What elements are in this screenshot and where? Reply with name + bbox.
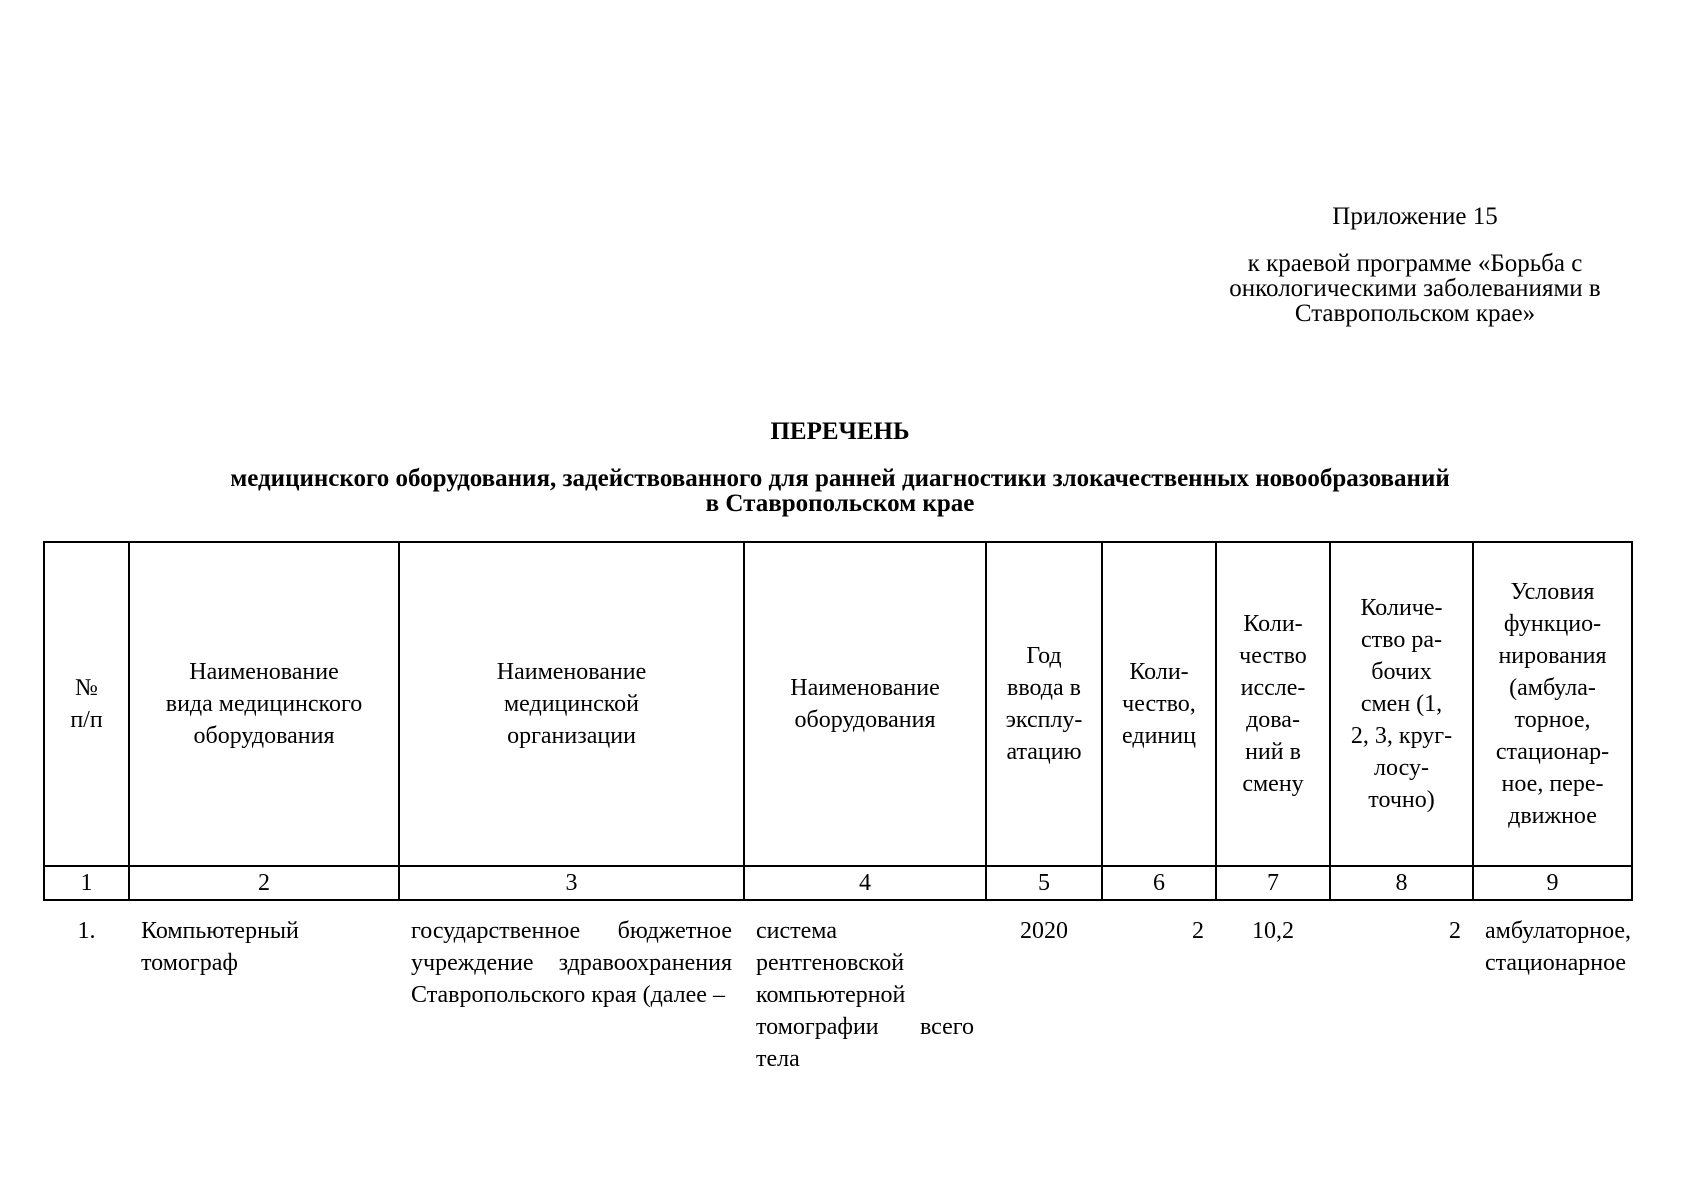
row-conditions: амбулаторное, стационарное (1485, 918, 1632, 976)
row-shifts: 2 (1449, 918, 1461, 944)
header-cell-studies (1216, 542, 1330, 866)
column-number-row (44, 866, 1632, 900)
row-quantity: 2 (1192, 918, 1204, 944)
header-line: эксплу- (1005, 707, 1083, 733)
header-cell-shifts (1330, 542, 1473, 866)
row-year: 2020 (1020, 918, 1068, 944)
column-number: 6 (1102, 866, 1216, 900)
table-header-row (44, 542, 1632, 866)
header-cell-number (44, 542, 129, 866)
header-cell-year (986, 542, 1102, 866)
column-number: 2 (129, 866, 399, 900)
header-line: медицинской (503, 691, 640, 717)
header-line: (амбула- (1509, 675, 1596, 701)
header-line: точно) (1368, 787, 1435, 813)
equipment-table (43, 541, 1633, 1075)
appendix-title: Приложение 15 (1332, 203, 1498, 230)
column-number: 9 (1473, 866, 1632, 900)
header-line: Наименование (496, 659, 647, 685)
header-line: ввода в (1006, 675, 1081, 701)
header-line: Коли- (1129, 659, 1189, 685)
appendix-line: онкологическими заболеваниями в (1229, 275, 1601, 302)
header-line: Количе- (1360, 595, 1443, 621)
column-number: 1 (44, 866, 129, 900)
header-line: № (75, 675, 98, 701)
header-line: организации (507, 723, 636, 749)
column-number: 8 (1330, 866, 1473, 900)
header-cell-equipment-name (744, 542, 986, 866)
header-line: Условия (1510, 579, 1595, 605)
row-equipment-type: Компьютерный томограф (141, 918, 299, 976)
header-cell-conditions (1473, 542, 1632, 866)
header-line: единиц (1122, 723, 1196, 749)
column-number: 3 (399, 866, 744, 900)
header-line: иссле- (1240, 675, 1306, 701)
header-line: смен (1, (1360, 691, 1443, 717)
header-line: оборудования (794, 707, 936, 733)
subtitle-line: медицинского оборудования, задействованного для ранней диагностики злокачественных новообразований (230, 465, 1450, 492)
header-line: торное, (1514, 707, 1591, 733)
document-title: ПЕРЕЧЕНЬ (770, 418, 910, 445)
header-line: движное (1508, 803, 1597, 829)
header-line: стационар- (1495, 739, 1610, 765)
row-number: 1. (77, 918, 96, 944)
header-line: чество, (1122, 691, 1196, 717)
header-line: Наименование (790, 675, 940, 701)
document-heading (40, 418, 1640, 516)
header-line: ное, пере- (1501, 771, 1604, 797)
header-line: ство ра- (1361, 627, 1442, 653)
header-line: 2, 3, круг- (1350, 723, 1453, 749)
row-studies-per-shift: 10,2 (1252, 918, 1294, 944)
header-line: ний в (1245, 739, 1301, 765)
header-line: лосу- (1374, 755, 1429, 781)
header-line: оборудования (193, 723, 335, 749)
header-line: чество (1239, 643, 1307, 669)
column-number: 4 (744, 866, 986, 900)
subtitle-line: в Ставропольском крае (705, 490, 975, 517)
header-line: атацию (1006, 739, 1082, 765)
appendix-line: Ставропольском крае» (1294, 300, 1536, 327)
header-line: смену (1242, 771, 1304, 797)
column-number: 7 (1216, 866, 1330, 900)
header-cell-equipment-type (129, 542, 399, 866)
header-line: нирования (1498, 643, 1607, 669)
header-line: функцио- (1503, 611, 1602, 637)
appendix-block (1195, 204, 1635, 326)
header-line: Коли- (1243, 611, 1303, 637)
header-line: вида медицинского (165, 691, 363, 717)
table-row (44, 900, 1632, 1075)
header-line: Наименование (189, 659, 339, 685)
header-line: п/п (70, 707, 103, 733)
document-subtitle (40, 466, 1640, 516)
row-equipment-name: система рентгеновской компьютерной томографии всего тела (756, 918, 974, 1072)
header-cell-organization (399, 542, 744, 866)
header-line: бочих (1371, 659, 1432, 685)
header-line: Год (1026, 643, 1062, 669)
header-line: дова- (1246, 707, 1300, 733)
header-cell-quantity (1102, 542, 1216, 866)
row-organization: государственное бюджетное учреждение здравоохранения Ставропольского края (далее – (411, 918, 732, 1008)
column-number: 5 (986, 866, 1102, 900)
appendix-line: к краевой программе «Борьба с (1247, 250, 1583, 277)
